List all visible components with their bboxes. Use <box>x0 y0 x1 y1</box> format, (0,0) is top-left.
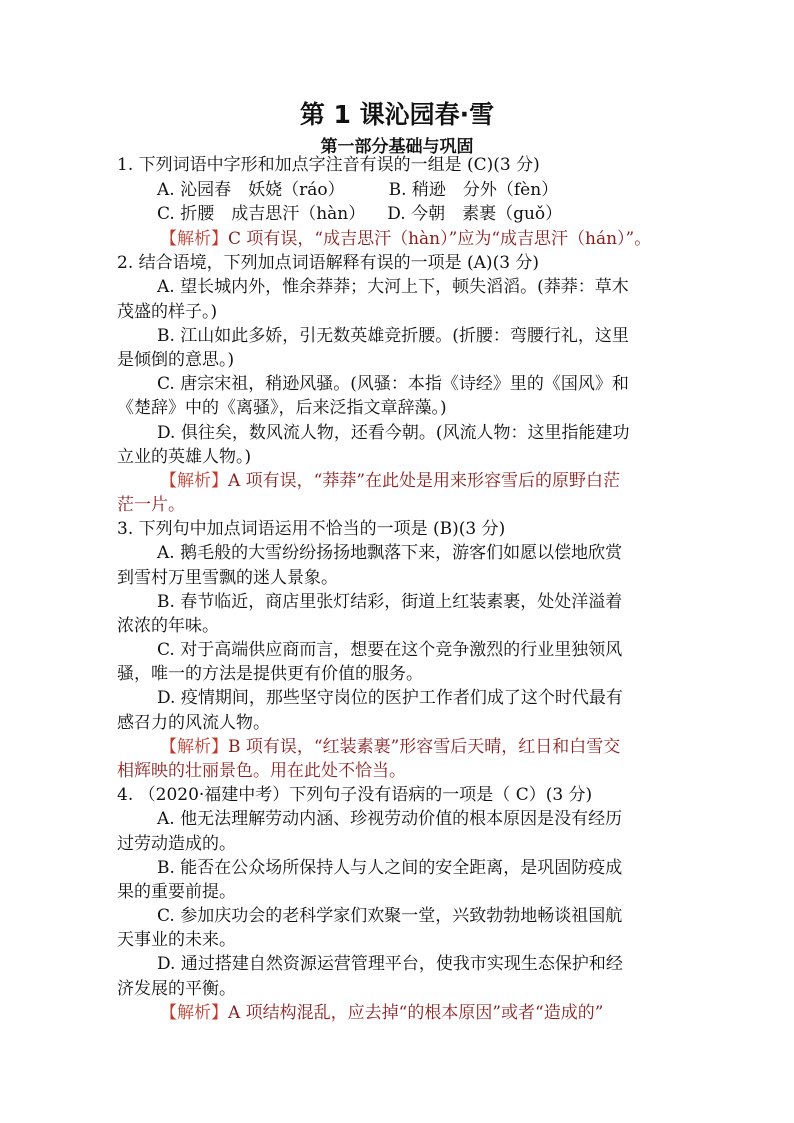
question-1: 1. 下列词语中字形和加点字注音有误的一组是 (C)(3 分) <box>117 155 540 175</box>
q4-analysis <box>160 1001 603 1025</box>
q1-options-ab <box>157 178 558 202</box>
q4-option-b: B. 能否在公众场所保持人与人之间的安全距离，是巩固防疫成 <box>157 858 623 878</box>
q3-option-b-cont: 浓浓的年味。 <box>117 616 219 636</box>
question-2: 2. 结合语境，下列加点词语解释有误的一项是 (A)(3 分) <box>117 253 540 273</box>
q1-analysis-text: C 项有误，“成吉思汗（hàn）”应为“成吉思汗（hán）”。 <box>228 229 652 249</box>
q1-option-a: A. 沁园春 妖娆（ráo） <box>157 180 345 200</box>
analysis-tag: 【解析】 <box>160 1003 228 1023</box>
q4-option-c: C. 参加庆功会的老科学家们欢聚一堂，兴致勃勃地畅谈祖国航 <box>157 906 623 926</box>
q2-option-b: B. 江山如此多娇，引无数英雄竞折腰。(折腰：弯腰行礼，这里 <box>157 326 629 346</box>
q4-option-c-cont: 天事业的未来。 <box>117 930 236 950</box>
q2-analysis <box>160 469 620 493</box>
q3-option-a: A. 鹅毛般的大雪纷纷扬扬地飘落下来，游客们如愿以偿地欣赏 <box>157 543 623 563</box>
q2-option-d: D. 俱往矣，数风流人物，还看今朝。(风流人物：这里指能建功 <box>157 423 630 443</box>
q1-option-d: D. 今朝 素裹（guǒ） <box>387 204 563 224</box>
q3-analysis-text: B 项有误，“红装素裹”形容雪后天晴，红日和白雪交 <box>228 737 621 757</box>
analysis-tag: 【解析】 <box>160 737 228 757</box>
q2-analysis-text: A 项有误，“莽莽”在此处是用来形容雪后的原野白茫 <box>228 471 621 491</box>
analysis-tag: 【解析】 <box>160 229 228 249</box>
analysis-tag: 【解析】 <box>160 471 228 491</box>
q2-option-a-cont: 茂盛的样子。) <box>117 302 218 322</box>
q2-option-a: A. 望长城内外，惟余莽莽；大河上下，顿失滔滔。(莽莽：草木 <box>157 277 629 297</box>
q2-option-c-cont: 《楚辞》中的《离骚》，后来泛指文章辞藻。) <box>117 398 447 418</box>
q4-option-b-cont: 果的重要前提。 <box>117 882 236 902</box>
q2-option-d-cont: 立业的英雄人物。) <box>117 447 252 467</box>
q3-analysis-cont: 相辉映的壮丽景色。用在此处不恰当。 <box>117 761 406 781</box>
q3-option-d-cont: 感召力的风流人物。 <box>117 713 270 733</box>
q2-option-b-cont: 是倾倒的意思。) <box>117 350 235 370</box>
q4-option-a-cont: 过劳动造成的。 <box>117 834 236 854</box>
q4-option-a: A. 他无法理解劳动内涵、珍视劳动价值的根本原因是没有经历 <box>157 809 623 829</box>
question-3: 3. 下列句中加点词语运用不恰当的一项是 (B)(3 分) <box>117 519 506 539</box>
q4-option-d: D. 通过搭建自然资源运营管理平台，使我市实现生态保护和经 <box>157 954 623 974</box>
q2-analysis-cont: 茫一片。 <box>117 495 185 515</box>
q4-analysis-text: A 项结构混乱，应去掉“的根本原因”或者“造成的” <box>228 1003 604 1023</box>
q1-options-cd <box>157 202 562 226</box>
section-subtitle: 第一部分基础与巩固 <box>320 137 474 157</box>
q3-option-b: B. 春节临近，商店里张灯结彩，街道上红装素裹，处处洋溢着 <box>157 592 623 612</box>
q2-option-c: C. 唐宗宋祖，稍逊风骚。(风骚：本指《诗经》里的《国风》和 <box>157 374 629 394</box>
q3-option-d: D. 疫情期间，那些坚守岗位的医护工作者们成了这个时代最有 <box>157 688 623 708</box>
q3-option-a-cont: 到雪村万里雪飘的迷人景象。 <box>117 568 338 588</box>
q3-option-c: C. 对于高端供应商而言，想要在这个竞争激烈的行业里独领风 <box>157 640 623 660</box>
q1-analysis <box>160 227 651 251</box>
q3-option-c-cont: 骚，唯一的方法是提供更有价值的服务。 <box>117 664 423 684</box>
question-4: 4. （2020·福建中考）下列句子没有语病的一项是（ C）(3 分) <box>117 785 593 805</box>
q1-option-c: C. 折腰 成吉思汗（hàn） <box>157 204 366 224</box>
page-title: 第 1 课沁园春·雪 <box>299 100 495 129</box>
q4-option-d-cont: 济发展的平衡。 <box>117 979 236 999</box>
q1-option-b: B. 稍逊 分外（fèn） <box>388 180 559 200</box>
q3-analysis <box>160 735 620 759</box>
